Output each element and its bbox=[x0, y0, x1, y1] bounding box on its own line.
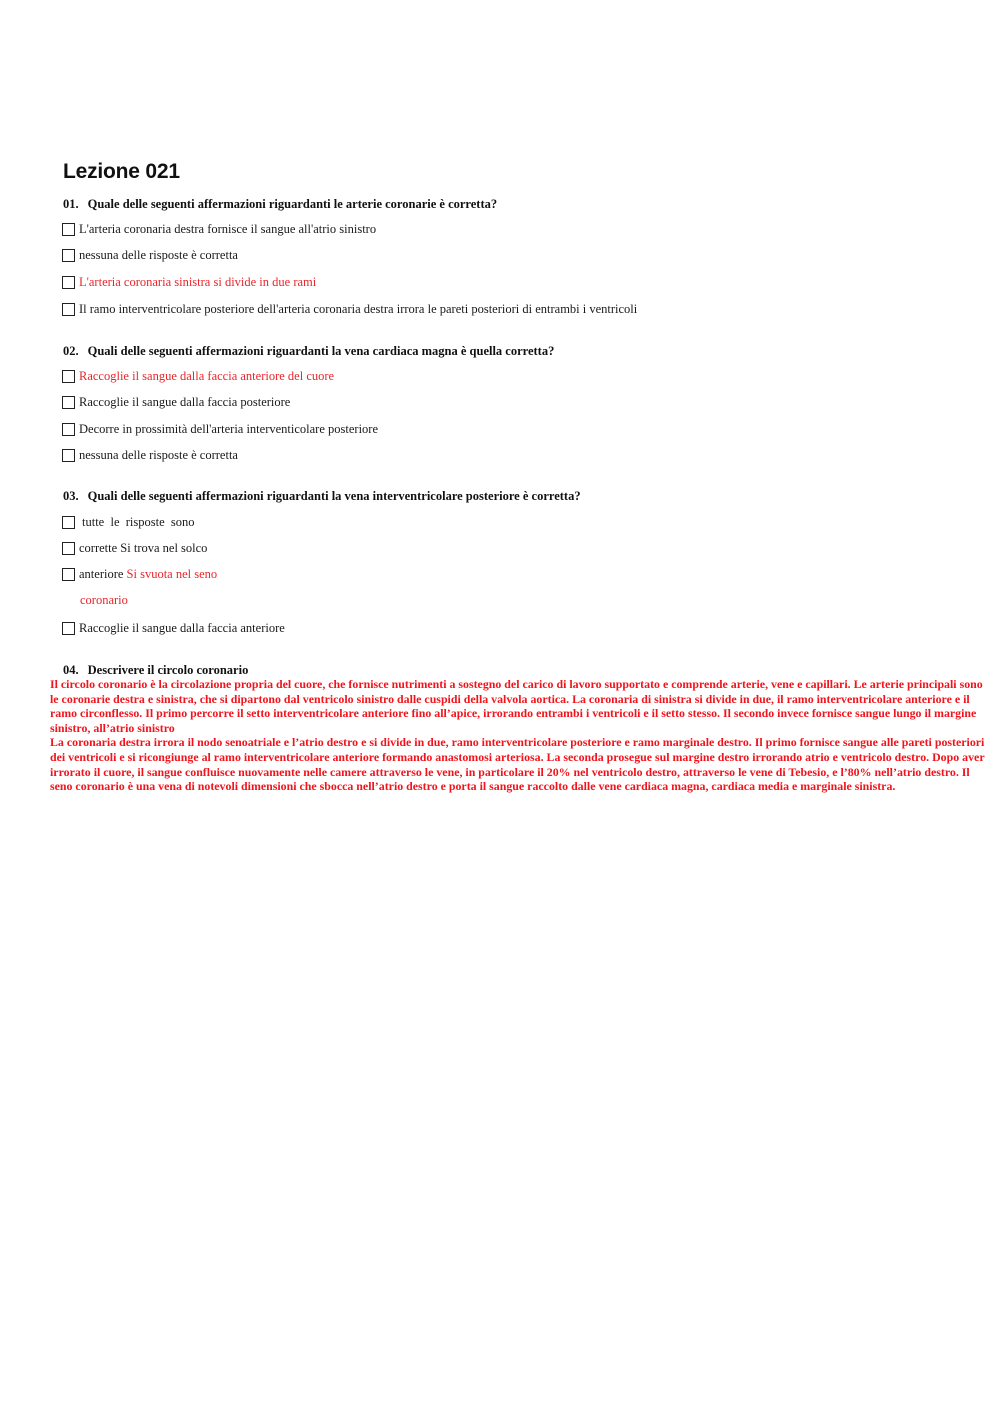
question-2-number: 02. bbox=[63, 344, 79, 358]
question-1-number: 01. bbox=[63, 197, 79, 211]
q2-option-3-label: Decorre in prossimità dell'arteria interventicolare posteriore bbox=[79, 422, 378, 436]
q1-option-2-label: nessuna delle risposte è corretta bbox=[79, 248, 238, 262]
q3-option-1[interactable] bbox=[62, 515, 195, 530]
answer-paragraph-1: Il circolo coronario è la circolazione propria del cuore, che fornisce nutrimenti a sostegno del carico di lavoro supportato e comprende arterie, vene e capillari. Le arterie principali sono le coronarie destra e sinistra, che si dipartono dal ventricolo sinistro dalle cuspidi della valvola aortica. La coronaria di sinistra si divide in due, il ramo interventricolare anteriore e il ramo circonflesso. Il primo percorre il setto interventricolare anteriore fino all’apice, irrorando entrambi i ventricoli e il setto stesso. Il secondo invece fornisce sangue lungo il margine sinistro, all’atrio sinistro bbox=[50, 677, 983, 735]
checkbox[interactable] bbox=[62, 568, 75, 581]
q1-option-1-label: L'arteria coronaria destra fornisce il sangue all'atrio sinistro bbox=[79, 222, 377, 236]
checkbox[interactable] bbox=[62, 423, 75, 436]
question-1-text: Quale delle seguenti affermazioni riguardanti le arterie coronarie è corretta? bbox=[87, 197, 498, 211]
checkbox[interactable] bbox=[62, 396, 75, 409]
q3-option-2-label: corrette Si trova nel solco bbox=[79, 541, 208, 555]
question-2-text: Quali delle seguenti affermazioni riguardanti la vena cardiaca magna è quella corretta? bbox=[87, 344, 555, 358]
q3-option-3-correct-label: Si svuota nel seno bbox=[126, 567, 218, 581]
q1-option-4-label: Il ramo interventricolare posteriore dell'arteria coronaria destra irrora le pareti posteriori di entrambi i ventricoli bbox=[79, 302, 638, 316]
q1-option-4[interactable] bbox=[62, 302, 637, 317]
q2-option-1-label: Raccoglie il sangue dalla faccia anteriore del cuore bbox=[79, 369, 335, 383]
q3-option-3-label: anteriore bbox=[79, 567, 124, 581]
q2-option-2[interactable] bbox=[62, 395, 290, 410]
q2-option-4-label: nessuna delle risposte è corretta bbox=[79, 448, 238, 462]
page-title: Lezione 021 bbox=[63, 160, 180, 183]
q1-option-1[interactable] bbox=[62, 222, 376, 237]
q2-option-2-label: Raccoglie il sangue dalla faccia posteriore bbox=[79, 395, 291, 409]
checkbox[interactable] bbox=[62, 370, 75, 383]
checkbox[interactable] bbox=[62, 249, 75, 262]
question-4-text: Descrivere il circolo coronario bbox=[87, 663, 249, 677]
checkbox[interactable] bbox=[62, 516, 75, 529]
q2-option-1[interactable] bbox=[62, 369, 334, 384]
question-3-title bbox=[63, 489, 581, 504]
answer-paragraph-2: La coronaria destra irrora il nodo senoatriale e l’atrio destro e si divide in due, ramo interventricolare posteriore e ramo marginale destro. Il primo fornisce sangue alle pareti posteriori dei ventricoli e si ricongiunge al ramo interventricolare anteriore formando anastomosi arteriosa. La seconda prosegue sul margine destro irrorando atrio e ventricolo destro. Dopo aver irrorato il cuore, il sangue confluisce nuovamente nelle camere attraverso le vene, in particolare il 20% nel ventricolo destro, attraverso le vene di Tebesio, e l’80% nell’atrio destro. Il seno coronario è una vena di notevoli dimensioni che sbocca nell’atrio destro e porta il sangue raccolto dalle vene cardiaca magna, cardiaca media e marginale sinistra. bbox=[50, 735, 985, 794]
q3-option-4-label: Raccoglie il sangue dalla faccia anteriore bbox=[79, 621, 285, 635]
question-2-title bbox=[63, 344, 554, 359]
checkbox[interactable] bbox=[62, 542, 75, 555]
q2-option-4[interactable] bbox=[62, 448, 238, 463]
q3-option-4[interactable] bbox=[62, 621, 285, 636]
question-4-title bbox=[63, 663, 248, 678]
question-3-number: 03. bbox=[63, 489, 79, 503]
q1-option-3-label: L'arteria coronaria sinistra si divide in due rami bbox=[79, 275, 317, 289]
question-3-text: Quali delle seguenti affermazioni riguardanti la vena interventricolare posteriore è corretta? bbox=[87, 489, 581, 503]
checkbox[interactable] bbox=[62, 276, 75, 289]
q1-option-2[interactable] bbox=[62, 248, 238, 263]
checkbox[interactable] bbox=[62, 303, 75, 316]
checkbox[interactable] bbox=[62, 223, 75, 236]
q3-option-3-continuation: coronario bbox=[80, 593, 128, 607]
checkbox[interactable] bbox=[62, 449, 75, 462]
q2-option-3[interactable] bbox=[62, 422, 378, 437]
q3-option-1-label: tutte le risposte sono bbox=[82, 515, 195, 529]
question-1-title bbox=[63, 197, 497, 212]
question-4-number: 04. bbox=[63, 663, 79, 677]
q3-option-3[interactable] bbox=[62, 567, 217, 582]
q3-option-2[interactable] bbox=[62, 541, 207, 556]
question-4-answer bbox=[50, 677, 990, 794]
q1-option-3[interactable] bbox=[62, 275, 316, 290]
checkbox[interactable] bbox=[62, 622, 75, 635]
